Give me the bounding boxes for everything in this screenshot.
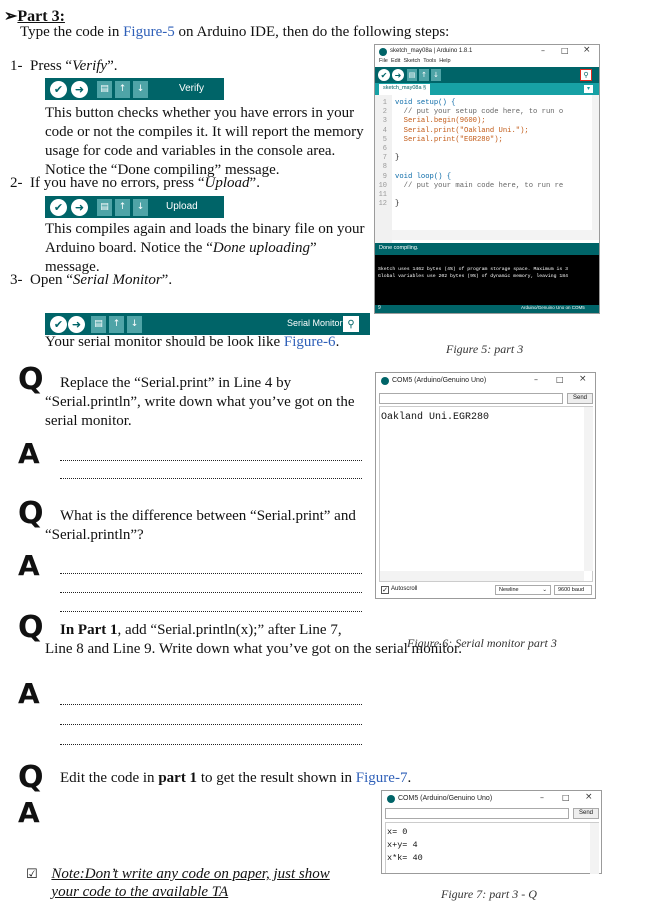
arduino-app-icon (387, 795, 395, 803)
ide-footer (375, 305, 599, 313)
serial-monitor-label: Serial Monitor (287, 318, 343, 328)
answer-line[interactable] (60, 744, 362, 745)
close-icon[interactable]: × (583, 45, 591, 55)
answer-line[interactable] (60, 704, 362, 705)
open-icon[interactable]: ↑ (419, 69, 429, 81)
new-icon[interactable]: ▤ (97, 81, 112, 98)
answer-mark-icon: A (18, 796, 40, 829)
output-line: Oakland Uni.EGR280 (381, 412, 490, 423)
editor-scrollbar[interactable] (592, 95, 599, 230)
console-line: Sketch uses 1462 bytes (4%) of program storage space. Maximum is 3 (378, 267, 568, 272)
output-line: x*k= 40 (387, 853, 423, 863)
code-line: Serial.print("Oakland Uni."); (395, 126, 529, 135)
upload-icon[interactable]: ➜ (71, 199, 88, 216)
step1: 1- Press “Verify”. (10, 58, 118, 74)
maximize-icon[interactable]: □ (556, 375, 564, 384)
status-bar (375, 243, 599, 255)
output-scrollbar[interactable] (584, 407, 593, 571)
verify-icon[interactable]: ✔ (378, 69, 390, 81)
step2: 2- If you have no errors, press “Upload”. (10, 175, 260, 191)
ide-tab-bar (375, 83, 599, 95)
upload-icon[interactable]: ➜ (68, 316, 85, 333)
note: ☑ Note:Don’t write any code on paper, just show your code to the available TA (26, 866, 330, 900)
serial-monitor-window (375, 372, 596, 599)
upload-icon[interactable]: ➜ (71, 81, 88, 98)
answer-mark-icon: A (18, 437, 40, 470)
code-editor[interactable]: 1 2 3 4 5 6 7 8 9 10 11 12 void setup() { // put your setup code here, to run o Serial.begin(9600); Serial.print("Oakland Uni."); Serial.print("EGR280"); } void loop() { // put your main code here, to run re } (375, 95, 599, 243)
answer-mark-icon: A (18, 549, 40, 582)
answer-line[interactable] (60, 611, 362, 612)
close-icon[interactable]: × (579, 374, 587, 384)
serial-output (385, 822, 599, 873)
ide-toolbar (375, 67, 599, 83)
arrow-marker-icon: ➢ (4, 8, 18, 25)
maximize-icon[interactable]: □ (561, 46, 569, 55)
code-line: // put your main code here, to run re (395, 181, 564, 190)
maximize-icon[interactable]: □ (562, 793, 570, 802)
answer-line[interactable] (60, 724, 362, 725)
question-mark-icon: Q (18, 362, 44, 397)
verify-icon[interactable]: ✔ (50, 81, 67, 98)
question2: What is the difference between “Serial.print” and “Serial.println”? (45, 508, 356, 543)
sketch-tab[interactable]: sketch_may08a § (379, 84, 430, 95)
open-icon[interactable]: ↑ (109, 316, 124, 333)
save-icon[interactable]: ↓ (127, 316, 142, 333)
console-line: Global variables use 202 bytes (9%) of dynamic memory, leaving 184 (378, 274, 568, 279)
serial-monitor-icon[interactable]: ⚲ (343, 316, 359, 332)
code-line: void loop() { (395, 172, 452, 181)
answer-line[interactable] (60, 478, 362, 479)
checkbox-icon: ☑ (26, 867, 38, 882)
save-icon[interactable]: ↓ (431, 69, 441, 81)
answer-mark-icon: A (18, 677, 40, 710)
question4: Edit the code in part 1 to get the result shown in Figure-7. (60, 770, 412, 786)
new-icon[interactable]: ▤ (408, 71, 416, 79)
ide-menubar (379, 58, 451, 64)
question1: Replace the “Serial.print” in Line 4 by “Serial.println”, write down what you’ve got on the serial monitor. (45, 375, 355, 429)
code-line: } (395, 200, 400, 209)
upload-toolbar (45, 196, 224, 218)
footer-board: Arduino/Genuino Uno on COM5 (521, 305, 585, 310)
new-icon[interactable]: ▤ (97, 199, 112, 216)
output-scrollbar[interactable] (590, 823, 599, 874)
output-line: x+y= 4 (387, 840, 418, 850)
serial-title: COM5 (Arduino/Genuino Uno) (398, 795, 493, 802)
verify-toolbar (45, 78, 224, 100)
code-line: } (395, 154, 400, 163)
question-mark-icon: Q (18, 610, 44, 645)
output-line: x= 0 (387, 827, 408, 837)
arduino-ide-window (374, 44, 600, 314)
question-mark-icon: Q (18, 496, 44, 531)
send-button[interactable]: Send (567, 393, 593, 404)
serial-monitor-icon[interactable]: ⚲ (580, 69, 592, 81)
code-line: Serial.print("EGR280"); (395, 135, 503, 144)
figure5-caption: Figure 5: part 3 (446, 342, 524, 356)
open-icon[interactable]: ↑ (115, 199, 130, 216)
menu-edit[interactable]: Edit (390, 58, 401, 64)
console-area (375, 255, 599, 305)
menu-tools[interactable]: Tools (423, 58, 437, 64)
minimize-icon[interactable]: – (540, 793, 544, 802)
autoscroll-checkbox[interactable]: ✓ (382, 586, 388, 594)
step2-body: This compiles again and loads the binary file on your Arduino board. Notice the “Done uploading” message. (45, 221, 365, 275)
new-icon[interactable]: ▤ (91, 316, 106, 333)
arduino-app-icon (379, 48, 387, 56)
serial-monitor-window-q (381, 790, 602, 874)
serial-title: COM5 (Arduino/Genuino Uno) (392, 377, 487, 384)
minimize-icon[interactable]: – (534, 375, 538, 384)
verify-label: Verify (179, 83, 205, 94)
figure6-caption: Figure 6: Serial monitor part 3 (407, 636, 557, 650)
menu-sketch[interactable]: Sketch (403, 58, 421, 64)
answer-line[interactable] (60, 573, 362, 574)
verify-icon[interactable]: ✔ (50, 316, 67, 333)
step3: 3- Open “Serial Monitor”. (10, 272, 173, 288)
step1-body: This button checks whether you have errors in your code or not the compiles it. It will report the memory usage for code and variables in the console area. Notice the “Done compiling” message. (45, 105, 364, 178)
open-icon[interactable]: ↑ (115, 81, 130, 98)
arduino-app-icon (381, 377, 389, 385)
intro-text: Type the code in Figure-5 on Arduino IDE, then do the following steps: (20, 24, 450, 40)
part-title: Part 3: (17, 8, 65, 25)
question3: In Part 1, add “Serial.println(x);” after Line 7, Line 8 and Line 9. Write down what you’ve got on the serial monitor. (45, 622, 462, 657)
save-icon[interactable]: ↓ (133, 81, 148, 98)
tab-menu-icon[interactable]: ▾ (584, 85, 593, 93)
step3-body: Your serial monitor should be look like Figure-6. (45, 334, 340, 350)
figure7-link[interactable]: Figure-7 (355, 770, 408, 786)
figure5-link[interactable]: Figure-5 (123, 24, 175, 40)
footer-line-number: 9 (378, 305, 381, 311)
baud-select[interactable]: 9600 baud (554, 585, 592, 595)
save-icon[interactable]: ↓ (133, 199, 148, 216)
serial-toolbar (45, 313, 370, 335)
serial-input[interactable] (379, 393, 563, 404)
serial-output (379, 406, 593, 582)
autoscroll-label: Autoscroll (391, 586, 418, 592)
minimize-icon[interactable]: – (541, 46, 545, 55)
status-text: Done compiling. (379, 245, 419, 251)
code-line: Serial.begin(9600); (395, 117, 486, 126)
close-icon[interactable]: × (585, 792, 593, 802)
editor-hscrollbar[interactable] (392, 230, 599, 240)
send-button[interactable]: Send (573, 808, 599, 819)
output-hscrollbar[interactable] (380, 571, 584, 581)
figure7-caption: Figure 7: part 3 - Q (441, 887, 537, 901)
answer-line[interactable] (60, 460, 362, 461)
line-ending-select[interactable]: Newline ⌄ (495, 585, 551, 595)
figure6-link[interactable]: Figure-6 (283, 334, 336, 350)
part-heading (4, 6, 65, 26)
chevron-down-icon: ⌄ (542, 587, 547, 593)
serial-input[interactable] (385, 808, 569, 819)
menu-help[interactable]: Help (439, 58, 451, 64)
answer-line[interactable] (60, 592, 362, 593)
upload-icon[interactable]: ➜ (392, 69, 404, 81)
ide-title: sketch_may08a | Arduino 1.8.1 (390, 48, 473, 54)
code-line: void setup() { (395, 99, 456, 107)
question-mark-icon: Q (18, 760, 44, 795)
verify-icon[interactable]: ✔ (50, 199, 67, 216)
menu-file[interactable]: File (379, 58, 388, 64)
code-line: // put your setup code here, to run o (395, 108, 564, 117)
upload-label: Upload (166, 201, 198, 212)
